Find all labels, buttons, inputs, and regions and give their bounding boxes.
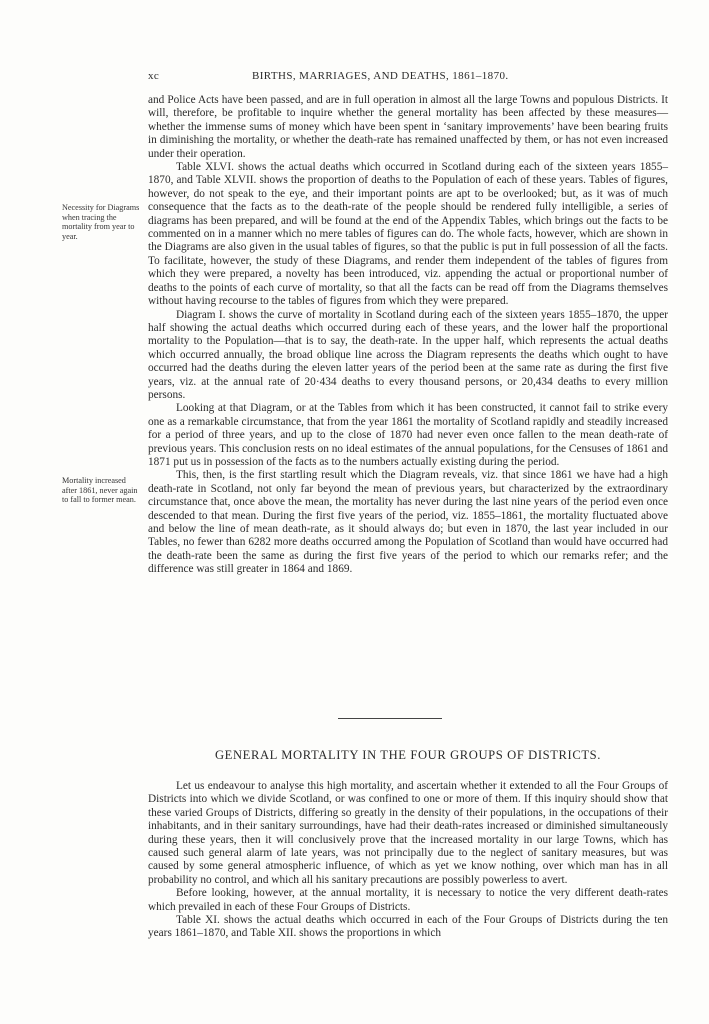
section-heading: GENERAL MORTALITY IN THE FOUR GROUPS OF DISTRICTS. <box>214 748 601 762</box>
paragraph: Diagram I. shows the curve of mortality in Scotland during each of the sixteen years 1855–1870, the upper half showing the actual deaths which occurred during each of these years, and the lower half the proportional mortality to the Population—that is to say, the death-rate. In the upper half, which represents the actual deaths which occurred annually, the broad oblique line across the Diagram represents the deaths which ought to have occurred had the deaths during the eleven latter years of the period been at the same rate as during the first five years, viz. at the annual rate of 20·434 deaths to every thousand persons, or 20,434 deaths to every million persons. <box>148 308 668 401</box>
running-head <box>148 70 668 86</box>
paragraph: Looking at that Diagram, or at the Tables from which it has been constructed, it cannot fail to strike every one as a remarkable circumstance, that from the year 1861 the mortality of Scotland rapidly and steadily increased for a period of three years, and up to the close of 1870 had never even once fallen to the mean death-rate of previous years. This conclusion rests on no ideal estimates of the annual populations, for the Censuses of 1861 and 1871 put us in possession of the facts as to the numbers actually existing during the period. <box>148 402 668 468</box>
paragraph: Let us endeavour to analyse this high mortality, and ascertain whether it extended to all the Four Groups of Districts into which we divide Scotland, or was confined to one or more of them. If this inquiry should show that these varied Groups of Districts, differing so greatly in the density of their populations, in the occupations of their inhabitants, and in their sanitary surroundings, have had their death-rates increased or diminished simultaneously during these years, then it will conclusively prove that the increased mortality in our large Towns, which has caused such general alarm of late years, was not principally due to the neglect of sanitary measures, but was caused by some general atmospheric influence, of which as yet we know nothing, over which man has in all probability no control, and which all his sanitary precautions are possibly powerless to avert. <box>148 780 668 886</box>
page-number: xc <box>148 70 160 82</box>
paragraph: Table XLVI. shows the actual deaths which occurred in Scotland during each of the sixteen years 1855–1870, and Table XLVII. shows the proportion of deaths to the Population of each of these years. Tables of figures, however, do not speak to the eye, and their important points are apt to be overlooked; but, as it was of much consequence that the facts as to the death-rate of the people should be rendered fully intelligible, a series of diagrams has been prepared, and will be found at the end of the Appendix Tables, which brings out the facts to be commented on in a manner which no mere tables of figures can do. The whole facts, however, which are shown in the Diagrams are also given in the usual tables of figures, so that the public is put in full possession of all the facts. To facilitate, however, the study of these Diagrams, and render them independent of the tables of figures from which they were prepared, a novelty has been introduced, viz. appending the actual or proportional number of deaths to the points of each curve of mortality, so that all the facts can be read off from the Diagrams themselves without having recourse to the tables of figures from which they were prepared. <box>148 161 668 308</box>
body-text-after <box>148 780 668 941</box>
body-text-before <box>148 94 668 577</box>
running-head-title: BIRTHS, MARRIAGES, AND DEATHS, 1861–1870. <box>252 70 509 82</box>
paragraph: This, then, is the first startling result which the Diagram reveals, viz. that since 1861 we have had a high death-rate in Scotland, not only far beyond the mean of previous years, but characterized by the extraordinary circumstance that, once above the mean, the mortality has never during the last nine years of the period even once descended to that mean. During the first five years of the period, viz. 1855–1861, the mortality fluctuated above and below the line of mean death-rate, as it should always do; but even in 1870, the last year included in our Tables, no fewer than 6282 more deaths occurred among the Population of Scotland than would have occurred had the death-rate been the same as during the first five years of the period to which our remarks refer; and the difference was still greater in 1864 and 1869. <box>148 469 668 576</box>
paragraph: Before looking, however, at the annual mortality, it is necessary to notice the very different death-rates which prevailed in each of these Four Groups of Districts. <box>148 887 668 913</box>
section-divider <box>338 718 442 719</box>
paragraph: and Police Acts have been passed, and are in full operation in almost all the large Towns and populous Districts. It will, therefore, be profitable to inquire whether the general mortality has been affected by these measures—whether the immense sums of money which have been spent in ‘sanitary improvements’ have been bearing fruits in diminishing the mortality, or whether the death-rate has remained unaffected by them, or has not even increased under their operation. <box>148 94 668 160</box>
margin-note-mortality: Mortality increased after 1861, never again to fall to former mean. <box>62 476 138 505</box>
paragraph: Table XI. shows the actual deaths which occurred in each of the Four Groups of Districts during the ten years 1861–1870, and Table XII. shows the proportions in which <box>148 914 668 940</box>
margin-note-diagrams: Necessity for Diagrams when tracing the mortality from year to year. <box>62 203 140 241</box>
